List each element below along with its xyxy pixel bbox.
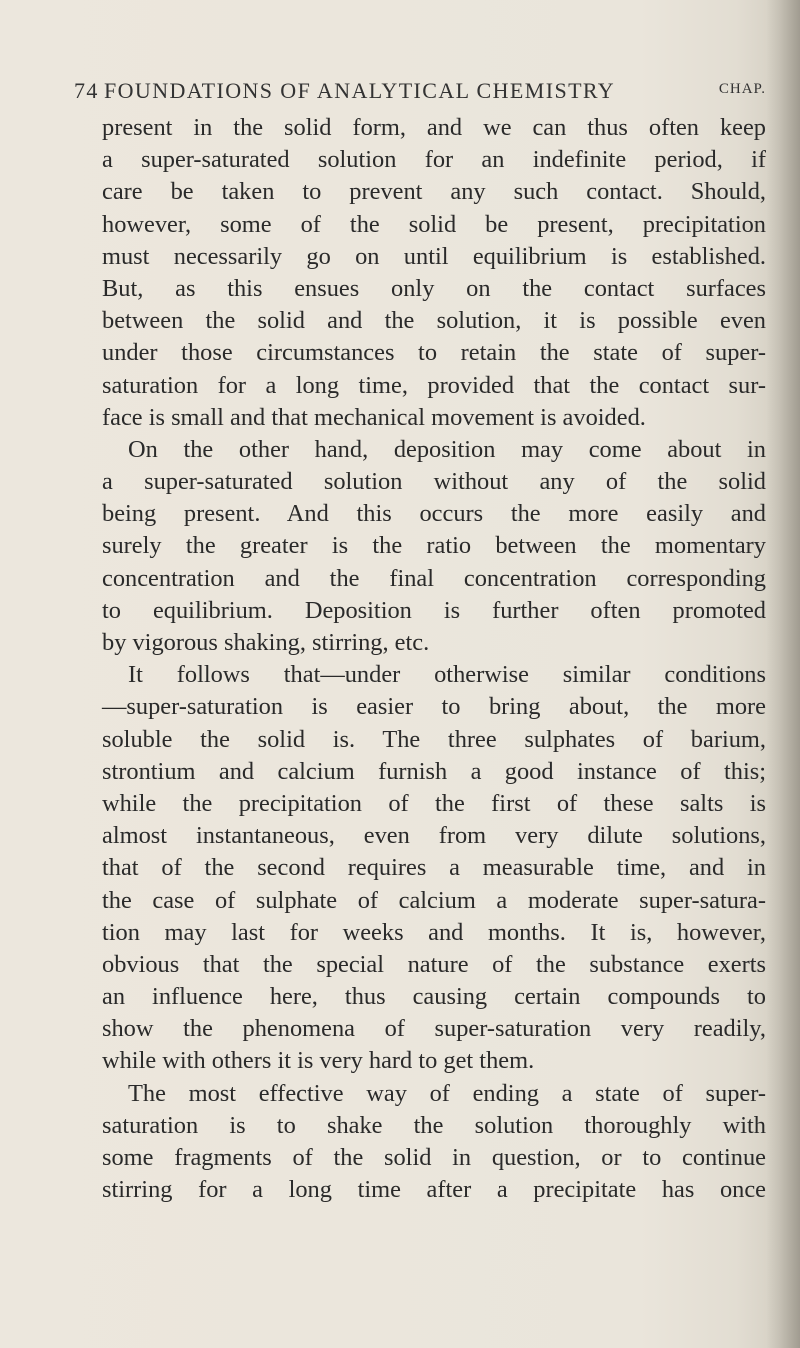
text-line: must necessarily go on until equilibrium is established.	[102, 242, 766, 270]
text-line: to equilibrium. Deposition is further often promoted	[102, 596, 766, 624]
text-line: however, some of the solid be present, precipitation	[102, 210, 766, 238]
text-line: show the phenomena of super-saturation very readily,	[102, 1015, 766, 1043]
page-edge-shadow	[766, 0, 800, 1348]
paragraph-start-line: The most effective way of ending a state of super-	[128, 1079, 766, 1107]
text-line: almost instantaneous, even from very dilute solutions,	[102, 822, 766, 850]
text-line: saturation is to shake the solution thoroughly with	[102, 1111, 766, 1139]
paragraph-start-line: It follows that—under otherwise similar conditions	[128, 661, 766, 689]
running-head	[74, 78, 774, 108]
text-line: a super-saturated solution without any of the solid	[102, 468, 766, 496]
text-line: —super-saturation is easier to bring about, the more	[102, 693, 766, 721]
text-line: obvious that the special nature of the substance exerts	[102, 950, 766, 978]
text-line: between the solid and the solution, it is possible even	[102, 307, 766, 335]
text-line: the case of sulphate of calcium a moderate super-satura-	[102, 886, 766, 914]
page-number: 74	[74, 78, 99, 103]
text-line: some fragments of the solid in question, or to continue	[102, 1144, 766, 1171]
text-line: while with others it is very hard to get them.	[102, 1047, 535, 1075]
text-line: an influence here, thus causing certain compounds to	[102, 983, 766, 1011]
paragraph-start-line: On the other hand, deposition may come about in	[128, 435, 766, 463]
text-line: tion may last for weeks and months. It is, however,	[102, 918, 766, 946]
text-line: a super-saturated solution for an indefinite period, if	[102, 146, 766, 174]
text-line: strontium and calcium furnish a good instance of this;	[102, 757, 766, 785]
text-line: present in the solid form, and we can thus often keep	[102, 114, 766, 141]
text-line: surely the greater is the ratio between the momentary	[102, 532, 766, 560]
chapter-label: CHAP.	[718, 81, 766, 97]
text-line: saturation for a long time, provided that the contact sur-	[102, 371, 766, 399]
body-text	[102, 112, 766, 1206]
text-line: face is small and that mechanical movement is avoided.	[102, 403, 646, 431]
text-line: under those circumstances to retain the state of super-	[102, 339, 766, 367]
text-line: by vigorous shaking, stirring, etc.	[102, 629, 430, 656]
text-line: while the precipitation of the first of these salts is	[102, 789, 766, 817]
text-line: concentration and the final concentration corresponding	[102, 564, 766, 592]
text-line: that of the second requires a measurable time, and in	[102, 854, 766, 882]
text-line: stirring for a long time after a precipitate has once	[102, 1176, 766, 1204]
running-title: FOUNDATIONS OF ANALYTICAL CHEMISTRY	[104, 78, 616, 103]
text-line: care be taken to prevent any such contact. Should,	[102, 178, 766, 206]
text-line: soluble the solid is. The three sulphates of barium,	[102, 725, 766, 753]
text-line: being present. And this occurs the more easily and	[102, 500, 766, 528]
text-line: But, as this ensues only on the contact surfaces	[102, 274, 766, 302]
